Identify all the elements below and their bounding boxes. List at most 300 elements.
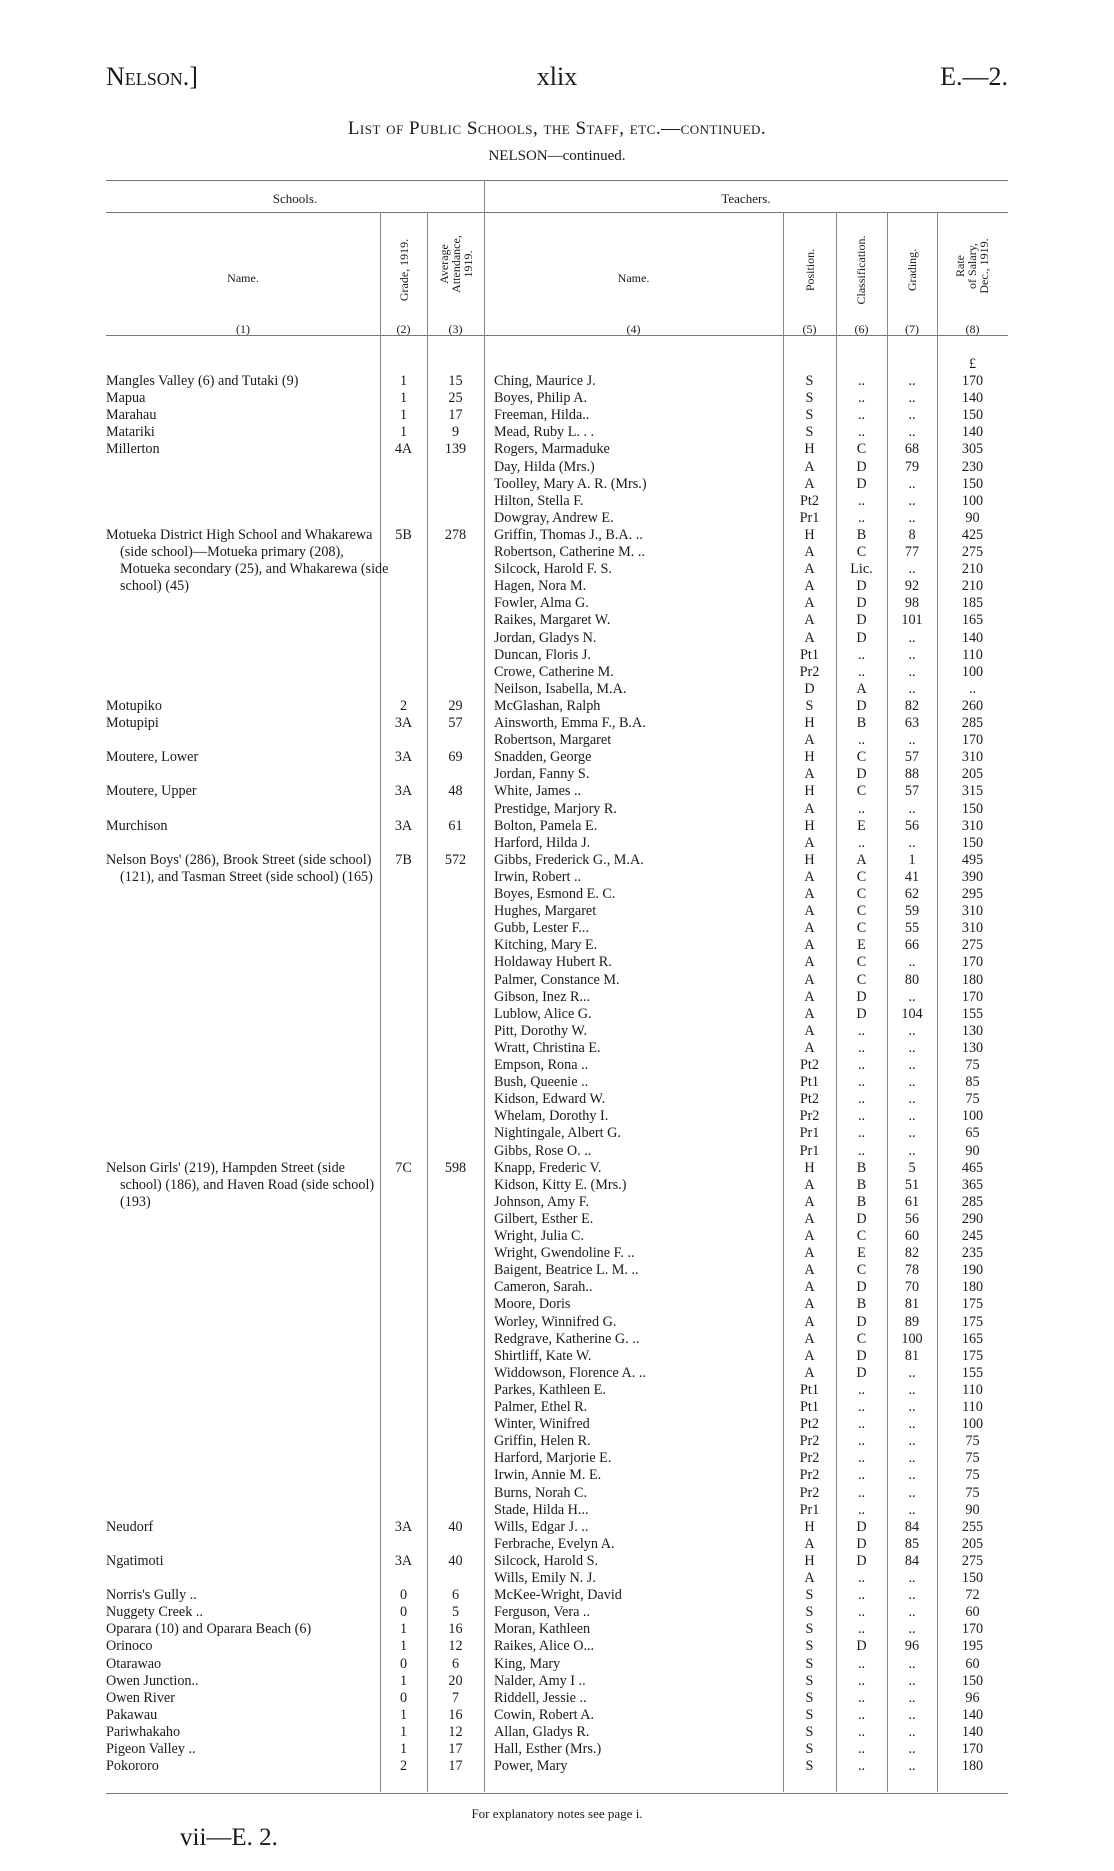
cell-att: 278 xyxy=(444,526,467,543)
cell-att: 17 xyxy=(448,407,463,424)
cell-cls: D xyxy=(856,1518,867,1535)
cell-grd: .. xyxy=(908,663,916,680)
cell-sal: 210 xyxy=(961,578,984,595)
cell-grade: 1 xyxy=(399,390,408,407)
school-name: Pigeon Valley .. xyxy=(106,1741,196,1757)
teacher-name: McKee-Wright, David xyxy=(494,1587,622,1604)
cell-cls: E xyxy=(857,1245,866,1262)
school-name: Murchison xyxy=(106,817,168,834)
teacher-name: Ching, Maurice J. xyxy=(494,373,596,389)
teacher-name: Gibbs, Frederick G., M.A. xyxy=(494,851,644,868)
cell-grd: .. xyxy=(908,680,916,697)
teacher-name: Gubb, Lester F... xyxy=(494,920,590,937)
teacher-name: Bolton, Pamela E. xyxy=(494,817,598,834)
cell-pos: A xyxy=(804,475,815,492)
teacher-name: Redgrave, Katherine G. .. xyxy=(494,1330,640,1347)
cell-cls: B xyxy=(856,715,867,731)
cell-att: 69 xyxy=(448,749,463,766)
teacher-name: Wratt, Christina E. xyxy=(494,1039,601,1056)
cell-att: 6 xyxy=(451,1655,460,1672)
cell-grd: 70 xyxy=(904,1279,920,1296)
teacher-name: Dowgray, Andrew E. xyxy=(494,509,614,526)
cell-pos: A xyxy=(804,1005,815,1022)
cell-sal: 170 xyxy=(961,1741,984,1757)
cell-grd: 63 xyxy=(904,715,920,731)
cell-pos: A xyxy=(804,1262,815,1279)
cell-pos: A xyxy=(804,834,815,851)
cell-grd: .. xyxy=(908,1074,916,1091)
cell-grd: 61 xyxy=(904,1193,920,1210)
teacher-name: Freeman, Hilda.. xyxy=(494,407,590,424)
teacher-name: Bush, Queenie .. xyxy=(494,1074,589,1091)
cell-cls: D xyxy=(856,612,867,629)
cell-pos: Pr1 xyxy=(799,1125,820,1142)
cell-pos: Pt1 xyxy=(800,646,819,663)
cell-cls: .. xyxy=(857,1467,866,1484)
teacher-name: Hall, Esther (Mrs.) xyxy=(494,1741,602,1757)
teacher-name: Silcock, Harold F. S. xyxy=(494,561,612,578)
cell-sal: 140 xyxy=(961,1723,984,1740)
cell-grade: 0 xyxy=(399,1689,408,1706)
cell-grade: 1 xyxy=(399,1706,408,1723)
cell-att: 17 xyxy=(448,1758,463,1775)
teacher-name: Pitt, Dorothy W. xyxy=(494,1022,588,1039)
cell-grd: .. xyxy=(908,1416,916,1433)
cell-sal: 100 xyxy=(961,1416,984,1433)
cell-pos: A xyxy=(804,1176,815,1193)
cell-sal: 205 xyxy=(961,1535,984,1552)
column-number: (8) xyxy=(965,322,980,336)
cell-sal: 155 xyxy=(961,1005,984,1022)
cell-sal: 75 xyxy=(965,1484,980,1501)
cell-grd: .. xyxy=(908,1484,916,1501)
cell-grade: 4A xyxy=(394,441,413,458)
cell-grade: 1 xyxy=(399,424,408,441)
cell-grade: 1 xyxy=(399,1741,408,1757)
teacher-name: Gibson, Inez R... xyxy=(494,988,591,1005)
page-header-right: E.—2. xyxy=(940,62,1008,91)
cell-pos: S xyxy=(805,1723,814,1740)
cell-att: 29 xyxy=(448,697,463,714)
cell-cls: A xyxy=(856,680,867,697)
cell-sal: 285 xyxy=(961,715,984,731)
school-name: Millerton xyxy=(106,441,160,458)
school-name: Owen River xyxy=(106,1689,175,1706)
cell-sal: 285 xyxy=(961,1193,984,1210)
cell-cls: C xyxy=(856,971,867,988)
cell-cls: .. xyxy=(857,1074,866,1091)
cell-grade: 1 xyxy=(399,1723,408,1740)
teacher-name: Griffin, Helen R. xyxy=(494,1433,591,1450)
teacher-name: Baigent, Beatrice L. M. .. xyxy=(494,1262,639,1279)
cell-cls: .. xyxy=(857,800,866,817)
cell-grd: .. xyxy=(908,1723,916,1740)
cell-att: 12 xyxy=(448,1638,463,1655)
grading-header: Grading. xyxy=(905,248,919,292)
cell-grd: 41 xyxy=(904,868,920,885)
cell-cls: C xyxy=(856,920,867,937)
cell-sal: 365 xyxy=(961,1176,984,1193)
school-name: Nelson Girls' (219), Hampden Street (side school) (186), and Haven Road (side school) (193) xyxy=(106,1159,375,1210)
teacher-name: Boyes, Philip A. xyxy=(494,390,588,407)
attendance-header-line: Average xyxy=(437,244,451,284)
cell-grd: 57 xyxy=(904,783,920,800)
cell-grd: .. xyxy=(908,1501,916,1518)
teacher-name: Ferguson, Vera .. xyxy=(494,1604,591,1621)
cell-grd: .. xyxy=(908,1621,916,1638)
teacher-name: Cameron, Sarah.. xyxy=(494,1279,593,1296)
teacher-name: Widdowson, Florence A. .. xyxy=(494,1364,646,1381)
cell-pos: A xyxy=(804,1535,815,1552)
school-name: Moutere, Upper xyxy=(106,783,197,800)
cell-pos: A xyxy=(804,971,815,988)
cell-cls: C xyxy=(856,954,867,971)
cell-cls: .. xyxy=(857,407,866,424)
teacher-name: Johnson, Amy F. xyxy=(494,1193,590,1210)
cell-pos: A xyxy=(804,595,815,612)
school-name: Owen Junction.. xyxy=(106,1672,199,1689)
teacher-name: Irwin, Robert .. xyxy=(494,868,582,885)
school-name: Orinoco xyxy=(106,1638,153,1655)
cell-cls: D xyxy=(856,1638,867,1655)
cell-sal: 170 xyxy=(961,373,984,389)
cell-grd: .. xyxy=(908,1433,916,1450)
cell-pos: H xyxy=(804,817,815,834)
cell-cls: D xyxy=(856,988,867,1005)
cell-grd: .. xyxy=(908,1672,916,1689)
cell-sal: 305 xyxy=(961,441,984,458)
cell-sal: 150 xyxy=(961,407,984,424)
teacher-name: Duncan, Floris J. xyxy=(494,646,591,663)
cell-sal: 315 xyxy=(961,783,984,800)
cell-pos: Pr1 xyxy=(799,509,820,526)
cell-grd: .. xyxy=(908,1604,916,1621)
school-name: Nuggety Creek .. xyxy=(106,1604,203,1621)
cell-grd: 79 xyxy=(904,458,920,475)
teacher-name: Kidson, Kitty E. (Mrs.) xyxy=(494,1176,627,1193)
cell-pos: S xyxy=(805,1621,814,1638)
cell-sal: 75 xyxy=(965,1450,980,1467)
cell-pos: H xyxy=(804,1159,815,1176)
cell-cls: .. xyxy=(857,1741,866,1757)
cell-sal: 195 xyxy=(961,1638,984,1655)
cell-grade: 3A xyxy=(394,749,413,766)
cell-cls: .. xyxy=(857,1416,866,1433)
teacher-name: Knapp, Frederic V. xyxy=(494,1159,602,1176)
cell-att: 40 xyxy=(448,1552,463,1569)
cell-cls: .. xyxy=(857,1022,866,1039)
cell-pos: H xyxy=(804,526,815,543)
cell-pos: A xyxy=(804,937,815,954)
cell-cls: A xyxy=(856,851,867,868)
school-name-header: Name. xyxy=(227,271,259,285)
cell-pos: S xyxy=(805,1706,814,1723)
cell-sal: 165 xyxy=(961,1330,984,1347)
cell-grd: 82 xyxy=(904,1245,920,1262)
cell-pos: A xyxy=(804,612,815,629)
teacher-name: Whelam, Dorothy I. xyxy=(494,1108,609,1125)
cell-pos: A xyxy=(804,988,815,1005)
cell-cls: .. xyxy=(857,1570,866,1586)
school-name: Mangles Valley (6) and Tutaki (9) xyxy=(106,373,299,389)
cell-pos: A xyxy=(804,544,815,560)
cell-pos: Pt2 xyxy=(800,1416,819,1433)
school-name: Pakawau xyxy=(106,1706,158,1723)
teacher-name: Rogers, Marmaduke xyxy=(494,441,610,458)
teacher-name: Raikes, Margaret W. xyxy=(494,612,611,629)
teacher-name: Power, Mary xyxy=(494,1758,568,1775)
cell-grade: 1 xyxy=(399,1638,408,1655)
cell-cls: .. xyxy=(857,1689,866,1706)
cell-sal: 150 xyxy=(961,800,984,817)
teacher-name: Winter, Winifred xyxy=(494,1416,590,1433)
school-name: Moutere, Lower xyxy=(106,749,199,766)
school-name: Motupiko xyxy=(106,697,162,714)
teacher-name: Robertson, Catherine M. .. xyxy=(494,544,645,560)
rate-header-line: of Salary, xyxy=(965,243,979,289)
table-title: List of Public Schools, the Staff, etc.—continued. xyxy=(347,118,767,139)
attendance-header-line: Attendance, xyxy=(449,235,463,293)
cell-pos: S xyxy=(805,407,814,424)
cell-sal: 260 xyxy=(961,697,984,714)
cell-sal: 75 xyxy=(965,1433,980,1450)
cell-pos: A xyxy=(804,800,815,817)
cell-grd: 59 xyxy=(904,903,920,920)
cell-pos: A xyxy=(804,868,815,885)
cell-cls: C xyxy=(856,441,867,458)
cell-grd: 92 xyxy=(904,578,920,595)
cell-pos: A xyxy=(804,1228,815,1244)
cell-pos: A xyxy=(804,732,815,749)
cell-sal: 140 xyxy=(961,390,984,407)
cell-grd: .. xyxy=(908,1364,916,1381)
teacher-name: Stade, Hilda H... xyxy=(494,1501,589,1518)
cell-grd: .. xyxy=(908,1022,916,1039)
cell-cls: .. xyxy=(857,1039,866,1056)
cell-sal: 310 xyxy=(961,817,984,834)
cell-cls: C xyxy=(856,1228,867,1244)
cell-sal: 170 xyxy=(961,1621,984,1638)
teacher-name: Parkes, Kathleen E. xyxy=(494,1381,606,1398)
cell-cls: E xyxy=(857,937,866,954)
cell-pos: A xyxy=(804,1279,815,1296)
cell-grade: 0 xyxy=(399,1655,408,1672)
cell-pos: A xyxy=(804,1330,815,1347)
cell-pos: S xyxy=(805,373,814,389)
cell-grade: 5B xyxy=(395,526,412,543)
grade-header: Grade, 1919. xyxy=(397,238,411,302)
teacher-name: White, James .. xyxy=(494,783,582,800)
cell-sal: 175 xyxy=(961,1296,984,1313)
cell-grd: 78 xyxy=(904,1262,920,1279)
cell-sal: 170 xyxy=(961,732,984,749)
column-number: (7) xyxy=(905,322,919,336)
teacher-name: Day, Hilda (Mrs.) xyxy=(494,458,595,475)
cell-grd: 101 xyxy=(901,612,923,629)
cell-cls: D xyxy=(856,475,867,492)
cell-att: 572 xyxy=(444,851,467,868)
cell-grd: .. xyxy=(908,1741,916,1757)
teacher-name: McGlashan, Ralph xyxy=(494,697,601,714)
cell-pos: Pr2 xyxy=(799,663,820,680)
cell-pos: H xyxy=(804,783,815,800)
cell-cls: D xyxy=(856,1210,867,1227)
cell-grade: 3A xyxy=(394,783,413,800)
teacher-name: Crowe, Catherine M. xyxy=(494,663,614,680)
cell-att: 17 xyxy=(448,1741,463,1757)
cell-cls: .. xyxy=(857,1604,866,1621)
cell-grade: 1 xyxy=(399,373,408,389)
cell-pos: S xyxy=(805,1638,814,1655)
cell-grd: .. xyxy=(908,1450,916,1467)
cell-sal: 180 xyxy=(961,971,984,988)
cell-pos: A xyxy=(804,1022,815,1039)
column-number: (3) xyxy=(448,322,463,336)
cell-sal: 75 xyxy=(965,1091,980,1108)
cell-cls: C xyxy=(856,783,867,800)
cell-cls: .. xyxy=(857,1091,866,1108)
cell-cls: D xyxy=(856,578,867,595)
teacher-name: Kidson, Edward W. xyxy=(494,1091,606,1108)
school-name: Motueka District High School and Whakarewa (side school)—Motueka primary (208), Motueka secondary (25), and Whakarewa (side school) (45) xyxy=(106,526,389,594)
cell-pos: H xyxy=(804,851,815,868)
page-header-left: Nelson.] xyxy=(106,62,198,91)
rate-header-line: Dec., 1919. xyxy=(977,238,991,294)
cell-sal: 180 xyxy=(961,1758,984,1775)
cell-cls: D xyxy=(856,1552,867,1569)
teacher-name: Wright, Julia C. xyxy=(494,1228,585,1244)
cell-grd: .. xyxy=(908,475,916,492)
cell-cls: D xyxy=(856,629,867,646)
column-number: (5) xyxy=(802,322,817,336)
teacher-name: Hughes, Margaret xyxy=(494,903,597,920)
cell-pos: Pr2 xyxy=(799,1467,820,1484)
cell-att: 598 xyxy=(444,1159,467,1176)
cell-att: 16 xyxy=(448,1621,463,1638)
cell-cls: B xyxy=(856,1176,867,1193)
cell-pos: H xyxy=(804,441,815,458)
cell-sal: 60 xyxy=(965,1655,980,1672)
cell-sal: 170 xyxy=(961,954,984,971)
cell-grd: 89 xyxy=(904,1313,920,1330)
cell-pos: H xyxy=(804,715,815,731)
cell-grade: 1 xyxy=(399,407,408,424)
cell-sal: 72 xyxy=(965,1587,980,1604)
cell-cls: C xyxy=(856,868,867,885)
cell-grd: .. xyxy=(908,1057,916,1073)
column-number: (2) xyxy=(396,322,411,336)
column-number: (6) xyxy=(854,322,869,336)
school-name: Norris's Gully .. xyxy=(106,1587,197,1604)
teacher-name: Ainsworth, Emma F., B.A. xyxy=(494,715,646,731)
cell-att: 16 xyxy=(448,1706,463,1723)
cell-grd: .. xyxy=(908,1039,916,1056)
cell-cls: .. xyxy=(857,1381,866,1398)
cell-sal: 110 xyxy=(962,1381,983,1398)
cell-sal: 150 xyxy=(961,1672,984,1689)
teacher-name: Harford, Hilda J. xyxy=(494,834,591,851)
cell-grd: 84 xyxy=(904,1552,920,1569)
school-name: Ngatimoti xyxy=(106,1552,164,1569)
cell-sal: 150 xyxy=(961,834,984,851)
cell-sal: 140 xyxy=(961,629,984,646)
cell-cls: D xyxy=(856,1005,867,1022)
cell-pos: Pt2 xyxy=(800,492,819,509)
cell-cls: .. xyxy=(857,1501,866,1518)
cell-pos: Pr2 xyxy=(799,1484,820,1501)
teacher-name: Silcock, Harold S. xyxy=(494,1552,599,1569)
cell-att: 139 xyxy=(444,441,467,458)
cell-grd: .. xyxy=(908,1587,916,1604)
school-name: Nelson Boys' (286), Brook Street (side school) (121), and Tasman Street (side school) (165) xyxy=(106,851,373,885)
cell-cls: .. xyxy=(857,492,866,509)
teacher-name: Cowin, Robert A. xyxy=(494,1706,595,1723)
cell-pos: A xyxy=(804,903,815,920)
cell-grd: .. xyxy=(908,1758,916,1775)
cell-cls: .. xyxy=(857,732,866,749)
cell-cls: .. xyxy=(857,1672,866,1689)
cell-sal: 255 xyxy=(961,1518,984,1535)
cell-cls: .. xyxy=(857,1057,866,1073)
teacher-name: Fowler, Alma G. xyxy=(494,595,589,612)
position-header: Position. xyxy=(803,248,817,292)
cell-cls: .. xyxy=(857,1399,866,1415)
column-number: (1) xyxy=(236,322,250,336)
cell-sal: 60 xyxy=(965,1604,980,1621)
cell-sal: 175 xyxy=(961,1313,984,1330)
cell-grd: .. xyxy=(908,561,916,578)
cell-pos: S xyxy=(805,1741,814,1757)
cell-cls: D xyxy=(856,458,867,475)
cell-cls: .. xyxy=(857,1621,866,1638)
cell-cls: B xyxy=(856,526,867,543)
cell-cls: C xyxy=(856,749,867,766)
cell-grd: .. xyxy=(908,1125,916,1142)
cell-pos: S xyxy=(805,424,814,441)
cell-cls: .. xyxy=(857,646,866,663)
cell-pos: A xyxy=(804,1364,815,1381)
cell-att: 61 xyxy=(448,817,463,834)
cell-sal: 275 xyxy=(961,1552,984,1569)
cell-pos: A xyxy=(804,458,815,475)
cell-cls: D xyxy=(856,595,867,612)
cell-sal: 165 xyxy=(961,612,984,629)
cell-grade: 0 xyxy=(399,1587,408,1604)
footer-signature: vii—E. 2. xyxy=(180,1824,278,1851)
cell-pos: A xyxy=(804,1296,815,1313)
cell-cls: .. xyxy=(857,1484,866,1501)
teacher-name: Mead, Ruby L. . . xyxy=(494,424,595,441)
cell-att: 40 xyxy=(448,1518,463,1535)
cell-pos: Pr1 xyxy=(799,1501,820,1518)
cell-cls: .. xyxy=(857,1706,866,1723)
school-name: Mapua xyxy=(106,390,146,407)
table-subtitle: NELSON—continued. xyxy=(488,148,626,164)
cell-sal: 140 xyxy=(961,424,984,441)
teacher-name: Toolley, Mary A. R. (Mrs.) xyxy=(494,475,647,492)
cell-grd: .. xyxy=(908,1091,916,1108)
cell-grd: .. xyxy=(908,390,916,407)
cell-grd: 1 xyxy=(908,851,916,868)
teacher-name: Shirtliff, Kate W. xyxy=(494,1347,592,1364)
teacher-name: Jordan, Gladys N. xyxy=(494,629,597,646)
footnote: For explanatory notes see page i. xyxy=(471,1806,643,1821)
teacher-name: Burns, Norah C. xyxy=(494,1484,588,1501)
cell-sal: 245 xyxy=(961,1228,984,1244)
cell-cls: .. xyxy=(857,1450,866,1467)
cell-grd: .. xyxy=(908,1570,916,1586)
cell-att: 6 xyxy=(451,1587,460,1604)
